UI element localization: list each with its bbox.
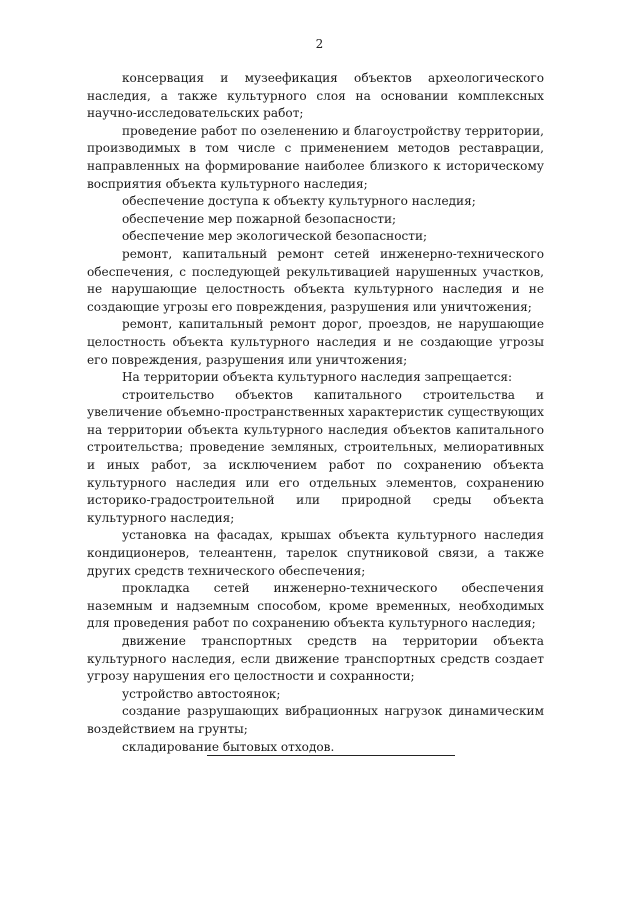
- paragraph: создание разрушающих вибрационных нагрузок динамическим воздействием на грунты;: [87, 704, 544, 736]
- paragraph: устройство автостоянок;: [122, 686, 281, 701]
- paragraph: обеспечение мер экологической безопасности;: [122, 229, 428, 244]
- document-body: [87, 70, 544, 756]
- end-separator-line: [207, 755, 455, 756]
- paragraph: обеспечение доступа к объекту культурного наследия;: [122, 194, 476, 209]
- paragraph: ремонт, капитальный ремонт дорог, проездов, не нарушающие целостность объекта культурного наследия и не создающие угрозы его повреждения, разрушения или уничтожения;: [87, 317, 544, 367]
- paragraph: обеспечение мер пожарной безопасности;: [122, 211, 397, 226]
- page-number: 2: [315, 37, 324, 51]
- section-heading: На территории объекта культурного наследия запрещается:: [122, 370, 513, 385]
- paragraph: строительство объектов капитального строительства и увеличение объемно-пространственных характеристик существующих на территории объекта культурного наследия объектов капитального строительства; проведение земляных, строительных, мелиоративных и иных работ, за исключением работ по сохранению объекта культурного наследия или его отдельных элементов, сохранению историко-градостроительной или природной среды объекта культурного наследия;: [87, 387, 544, 525]
- paragraph: консервация и музеефикация объектов археологического наследия, а также культурного слоя на основании комплексных научно-исследовательских работ;: [87, 71, 544, 121]
- paragraph: движение транспортных средств на территории объекта культурного наследия, если движение транспортных средств создает угрозу нарушения его целостности и сохранности;: [87, 634, 544, 684]
- paragraph: ремонт, капитальный ремонт сетей инженерно-технического обеспечения, с последующей рекультивацией нарушенных участков, не нарушающие целостность объекта культурного наследия и не создающие угрозы его повреждения, разрушения или уничтожения;: [87, 246, 544, 314]
- paragraph: установка на фасадах, крышах объекта культурного наследия кондиционеров, телеантенн, тарелок спутниковой связи, а также других средств технического обеспечения;: [87, 528, 544, 578]
- paragraph: складирование бытовых отходов.: [122, 739, 335, 754]
- paragraph: проведение работ по озеленению и благоустройству территории, производимых в том числе с применением методов реставрации, направленных на формирование наиболее близкого к историческому восприятия объекта культурного наследия;: [87, 123, 544, 191]
- paragraph: прокладка сетей инженерно-технического обеспечения наземным и надземным способом, кроме временных, необходимых для проведения работ по сохранению объекта культурного наследия;: [87, 581, 544, 631]
